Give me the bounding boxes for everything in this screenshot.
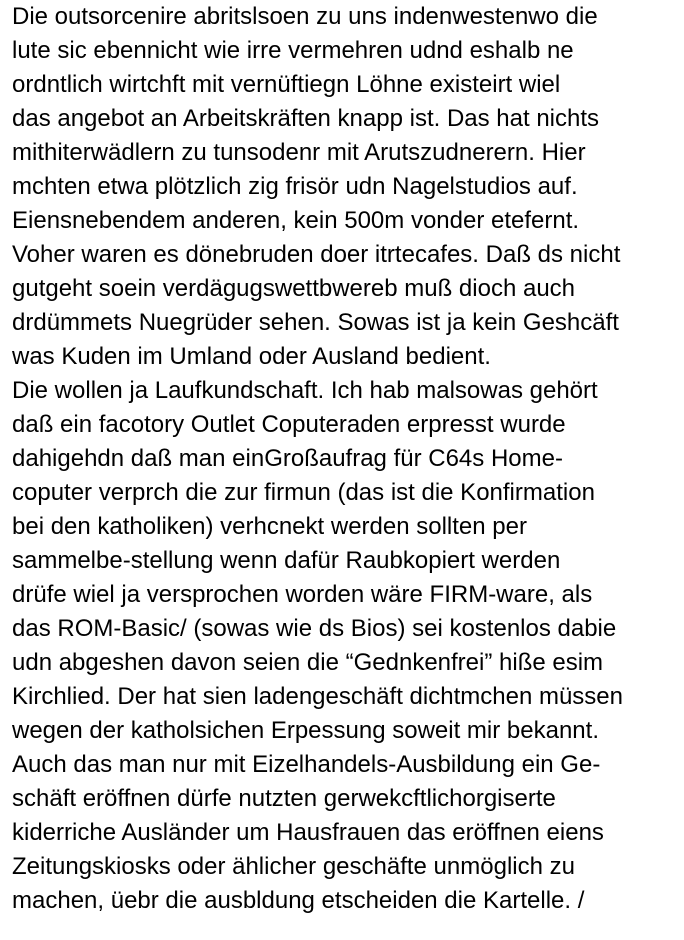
text-line-13: daß ein facotory Outlet Coputeraden erpresst wurde (12, 411, 566, 438)
text-line-25: kiderriche Ausländer um Hausfrauen das eröffnen eiens (12, 819, 604, 846)
text-line-6: mchten etwa plötzlich zig frisör udn Nagelstudios auf. (12, 173, 578, 200)
text-line-3: ordntlich wirtchft mit vernüftiegn Löhne existeirt wiel (12, 71, 561, 98)
text-line-27: machen, üebr die ausbldung etscheiden die Kartelle. / (12, 887, 585, 914)
text-line-21: Kirchlied. Der hat sien ladengeschäft dichtmchen müssen (12, 683, 623, 710)
text-line-5: mithiterwädlern zu tunsodenr mit Arutszudnerern. Hier (12, 139, 586, 166)
text-line-16: bei den katholiken) verhcnekt werden sollten per (12, 513, 527, 540)
text-line-10: drdümmets Nuegrüder sehen. Sowas ist ja kein Geshcäft (12, 309, 619, 336)
text-line-8: Voher waren es dönebruden doer itrtecafes. Daß ds nicht (12, 241, 621, 268)
text-line-1: Die outsorcenire abritslsoen zu uns indenwestenwo die (12, 3, 598, 30)
text-line-20: udn abgeshen davon seien die “Gednkenfrei” hiße esim (12, 649, 604, 676)
text-line-18: drüfe wiel ja versprochen worden wäre FIRM-ware, als (12, 581, 593, 608)
text-line-11: was Kuden im Umland oder Ausland bedient. (12, 343, 491, 370)
text-line-15: coputer verprch die zur firmun (das ist die Konfirmation (12, 479, 595, 506)
text-line-19: das ROM-Basic/ (sowas wie ds Bios) sei kostenlos dabie (12, 615, 617, 642)
text-line-14: dahigehdn daß man einGroßaufrag für C64s Home- (12, 445, 563, 472)
text-line-7: Eiensnebendem anderen, kein 500m vonder etefernt. (12, 207, 580, 234)
text-line-23: Auch das man nur mit Eizelhandels-Ausbildung ein Ge- (12, 751, 601, 778)
text-line-26: Zeitungskiosks oder ählicher geschäfte unmöglich zu (12, 853, 575, 880)
text-line-24: schäft eröffnen dürfe nutzten gerwekcftlichorgiserte (12, 785, 556, 812)
text-line-12: Die wollen ja Laufkundschaft. Ich hab malsowas gehört (12, 377, 598, 404)
text-line-17: sammelbe-stellung wenn dafür Raubkopiert werden (12, 547, 561, 574)
text-line-2: lute sic ebennicht wie irre vermehren udnd eshalb ne (12, 37, 574, 64)
text-line-9: gutgeht soein verdägugswettbwereb muß dioch auch (12, 275, 576, 302)
text-line-4: das angebot an Arbeitskräften knapp ist. Das hat nichts (12, 105, 600, 132)
text-line-22: wegen der katholsichen Erpessung soweit mir bekannt. (12, 717, 599, 744)
